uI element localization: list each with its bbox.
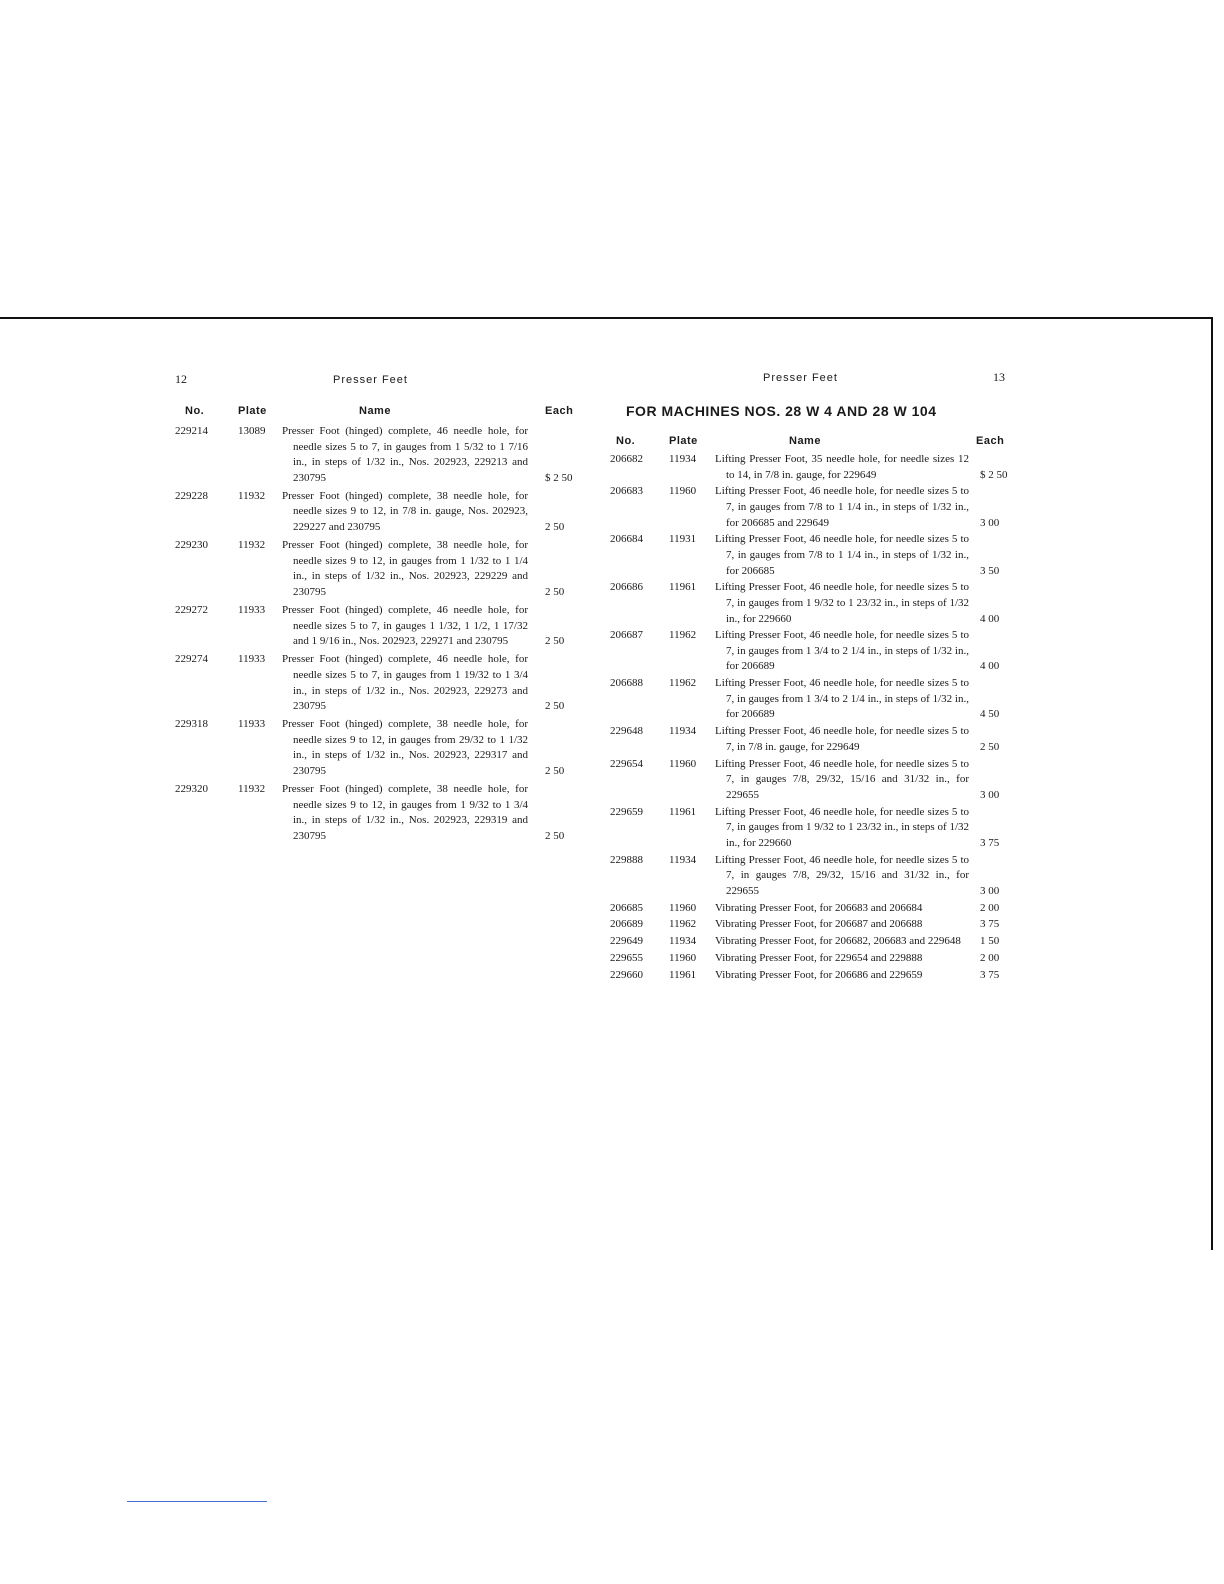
parts-row <box>610 580 1010 627</box>
parts-row <box>610 532 1010 579</box>
plate-number: 11960 <box>669 757 697 770</box>
plate-number: 11933 <box>238 653 266 666</box>
unit-price: $ 2 50 <box>980 468 1008 481</box>
running-head-right: Presser Feet <box>763 372 838 384</box>
unit-price: 3 00 <box>980 516 1000 529</box>
parts-row <box>175 424 575 486</box>
parts-row <box>610 968 1010 984</box>
part-number: 229228 <box>175 489 208 502</box>
plate-number: 11934 <box>669 725 697 738</box>
plate-number: 11960 <box>669 901 697 914</box>
part-description: Lifting Presser Foot, 46 needle hole, for needle sizes 5 to 7, in gauges from 1 9/32 to 1 23/32 in., in steps of 1/32 in., for 229660 <box>715 581 969 625</box>
parts-list-right <box>610 452 1010 984</box>
part-description: Lifting Presser Foot, 46 needle hole, for needle sizes 5 to 7, in gauges from 1 3/4 to 2 1/4 in., in steps of 1/32 in., for 206689 <box>715 629 969 673</box>
part-description: Presser Foot (hinged) complete, 46 needle hole, for needle sizes 5 to 7, in gauges 1 1/32, 1 1/2, 1 17/32 and 1 9/16 in., Nos. 202923, 229271 and 230795 <box>282 604 528 648</box>
plate-number: 11934 <box>669 853 697 866</box>
unit-price: 2 50 <box>545 521 565 534</box>
page-number-left: 12 <box>175 372 187 386</box>
parts-row <box>610 628 1010 675</box>
unit-price: 3 75 <box>980 968 1000 981</box>
unit-price: 3 00 <box>980 884 1000 897</box>
part-description: Vibrating Presser Foot, for 206687 and 206688 <box>715 918 923 931</box>
plate-number: 11961 <box>669 581 697 594</box>
unit-price: 2 50 <box>545 635 565 648</box>
part-description: Lifting Presser Foot, 46 needle hole, for needle sizes 5 to 7, in 7/8 in. gauge, for 229649 <box>715 725 969 753</box>
column-header-each-right: Each <box>976 435 1005 447</box>
plate-number: 11962 <box>669 629 697 642</box>
plate-number: 11934 <box>669 453 697 465</box>
plate-number: 11932 <box>238 489 266 502</box>
part-number: 229320 <box>175 783 208 796</box>
part-number: 229272 <box>175 604 208 617</box>
part-number: 229654 <box>610 757 643 770</box>
parts-row <box>610 452 1010 483</box>
part-number: 229214 <box>175 425 208 437</box>
parts-row <box>175 538 575 600</box>
plate-number: 11961 <box>669 805 697 818</box>
part-description: Presser Foot (hinged) complete, 38 needle hole, for needle sizes 9 to 12, in gauges from 29/32 to 1 1/32 in., in steps of 1/32 in., Nos. 202923, 229317 and 230795 <box>282 718 528 777</box>
part-number: 206684 <box>610 533 643 546</box>
unit-price: 3 75 <box>980 836 1000 849</box>
unit-price: 4 00 <box>980 612 1000 625</box>
part-number: 206688 <box>610 677 643 690</box>
page-number-right: 13 <box>993 370 1005 384</box>
part-description: Lifting Presser Foot, 46 needle hole, for needle sizes 5 to 7, in gauges from 7/8 to 1 1/4 in., in steps of 1/32 in., for 206685 and 229649 <box>715 485 969 529</box>
parts-row <box>175 603 575 650</box>
unit-price: 4 50 <box>980 708 1000 721</box>
plate-number: 11962 <box>669 677 697 690</box>
plate-number: 11932 <box>238 783 266 796</box>
unit-price: 2 50 <box>545 700 565 713</box>
plate-number: 11931 <box>669 533 697 546</box>
plate-number: 11932 <box>238 539 266 552</box>
parts-row <box>610 676 1010 723</box>
part-number: 206689 <box>610 918 643 931</box>
part-description: Presser Foot (hinged) complete, 38 needle hole, for needle sizes 9 to 12, in gauges from 1 1/32 to 1 1/4 in., in steps of 1/32 in., Nos. 202923, 229229 and 230795 <box>282 539 528 598</box>
column-header-plate-left: Plate <box>238 405 267 417</box>
plate-number: 11960 <box>669 485 697 498</box>
part-description: Presser Foot (hinged) complete, 46 needle hole, for needle sizes 5 to 7, in gauges from 1 5/32 to 1 7/16 in., in steps of 1/32 in., Nos. 202923, 229213 and 230795 <box>282 425 528 484</box>
parts-row <box>610 853 1010 900</box>
part-number: 206687 <box>610 629 643 642</box>
plate-number: 11933 <box>238 604 266 617</box>
part-description: Vibrating Presser Foot, for 206683 and 206684 <box>715 901 923 914</box>
part-description: Lifting Presser Foot, 46 needle hole, for needle sizes 5 to 7, in gauges from 1 9/32 to 1 23/32 in., in steps of 1/32 in., for 229660 <box>715 805 969 849</box>
parts-list-left <box>175 424 575 847</box>
column-header-no-left: No. <box>185 405 205 417</box>
plate-number: 11933 <box>238 718 266 731</box>
section-title: FOR MACHINES NOS. 28 W 4 AND 28 W 104 <box>626 403 937 419</box>
parts-row <box>610 901 1010 917</box>
part-number: 229274 <box>175 653 208 666</box>
unit-price: 2 50 <box>980 740 1000 753</box>
unit-price: 3 00 <box>980 788 1000 801</box>
part-description: Lifting Presser Foot, 46 needle hole, for needle sizes 5 to 7, in gauges from 1 3/4 to 2 1/4 in., in steps of 1/32 in., for 206689 <box>715 677 969 721</box>
plate-number: 11962 <box>669 918 697 931</box>
part-description: Lifting Presser Foot, 35 needle hole, for needle sizes 12 to 14, in 7/8 in. gauge, for 229649 <box>715 453 969 481</box>
column-header-name-right: Name <box>789 435 821 447</box>
part-description: Presser Foot (hinged) complete, 38 needle hole, for needle sizes 9 to 12, in gauges from 1 9/32 to 1 3/4 in., in steps of 1/32 in., Nos. 202923, 229319 and 230795 <box>282 783 528 842</box>
footer-rule <box>127 1501 267 1502</box>
parts-row <box>610 951 1010 967</box>
part-description: Vibrating Presser Foot, for 206686 and 229659 <box>715 968 923 981</box>
part-description: Lifting Presser Foot, 46 needle hole, for needle sizes 5 to 7, in gauges from 7/8 to 1 1/4 in., in steps of 1/32 in., for 206685 <box>715 533 969 577</box>
plate-number: 11961 <box>669 968 697 981</box>
column-header-name-left: Name <box>359 405 391 417</box>
part-description: Vibrating Presser Foot, for 206682, 206683 and 229648 <box>715 935 961 948</box>
part-number: 206686 <box>610 581 643 594</box>
parts-row <box>610 724 1010 755</box>
part-number: 229649 <box>610 935 643 948</box>
plate-number: 11934 <box>669 935 697 948</box>
parts-row <box>610 484 1010 531</box>
part-number: 229230 <box>175 539 208 552</box>
part-description: Lifting Presser Foot, 46 needle hole, for needle sizes 5 to 7, in gauges 7/8, 29/32, 15/16 and 31/32 in., for 229655 <box>715 853 969 897</box>
part-number: 229318 <box>175 718 208 731</box>
unit-price: 4 00 <box>980 660 1000 673</box>
parts-row <box>175 652 575 714</box>
part-number: 206683 <box>610 485 643 498</box>
unit-price: 3 50 <box>980 564 1000 577</box>
unit-price: 2 00 <box>980 951 1000 964</box>
part-number: 229888 <box>610 853 643 866</box>
part-number: 229660 <box>610 968 643 981</box>
part-number: 206682 <box>610 453 643 465</box>
column-header-no-right: No. <box>616 435 636 447</box>
parts-row <box>610 805 1010 852</box>
part-description: Vibrating Presser Foot, for 229654 and 229888 <box>715 951 923 964</box>
part-number: 229659 <box>610 805 643 818</box>
part-number: 229648 <box>610 725 643 738</box>
column-header-plate-right: Plate <box>669 435 698 447</box>
column-header-each-left: Each <box>545 405 574 417</box>
plate-number: 13089 <box>238 425 266 437</box>
unit-price: 2 50 <box>545 829 565 842</box>
parts-row <box>610 934 1010 950</box>
part-description: Presser Foot (hinged) complete, 38 needle hole, for needle sizes 9 to 12, in 7/8 in. gauge, Nos. 202923, 229227 and 230795 <box>282 489 528 534</box>
parts-row <box>175 717 575 779</box>
unit-price: 2 50 <box>545 764 565 777</box>
unit-price: 1 50 <box>980 935 1000 948</box>
unit-price: 3 75 <box>980 918 1000 931</box>
parts-row <box>610 757 1010 804</box>
part-description: Lifting Presser Foot, 46 needle hole, for needle sizes 5 to 7, in gauges 7/8, 29/32, 15/16 and 31/32 in., for 229655 <box>715 757 969 801</box>
unit-price: 2 00 <box>980 901 1000 914</box>
parts-row <box>610 917 1010 933</box>
part-description: Presser Foot (hinged) complete, 46 needle hole, for needle sizes 5 to 7, in gauges from 1 19/32 to 1 3/4 in., in steps of 1/32 in., Nos. 202923, 229273 and 230795 <box>282 653 528 713</box>
unit-price: $ 2 50 <box>545 471 573 484</box>
unit-price: 2 50 <box>545 585 565 598</box>
parts-row <box>175 782 575 844</box>
parts-row <box>175 489 575 536</box>
part-number: 229655 <box>610 951 643 964</box>
running-head-left: Presser Feet <box>333 374 408 386</box>
part-number: 206685 <box>610 901 643 914</box>
plate-number: 11960 <box>669 951 697 964</box>
